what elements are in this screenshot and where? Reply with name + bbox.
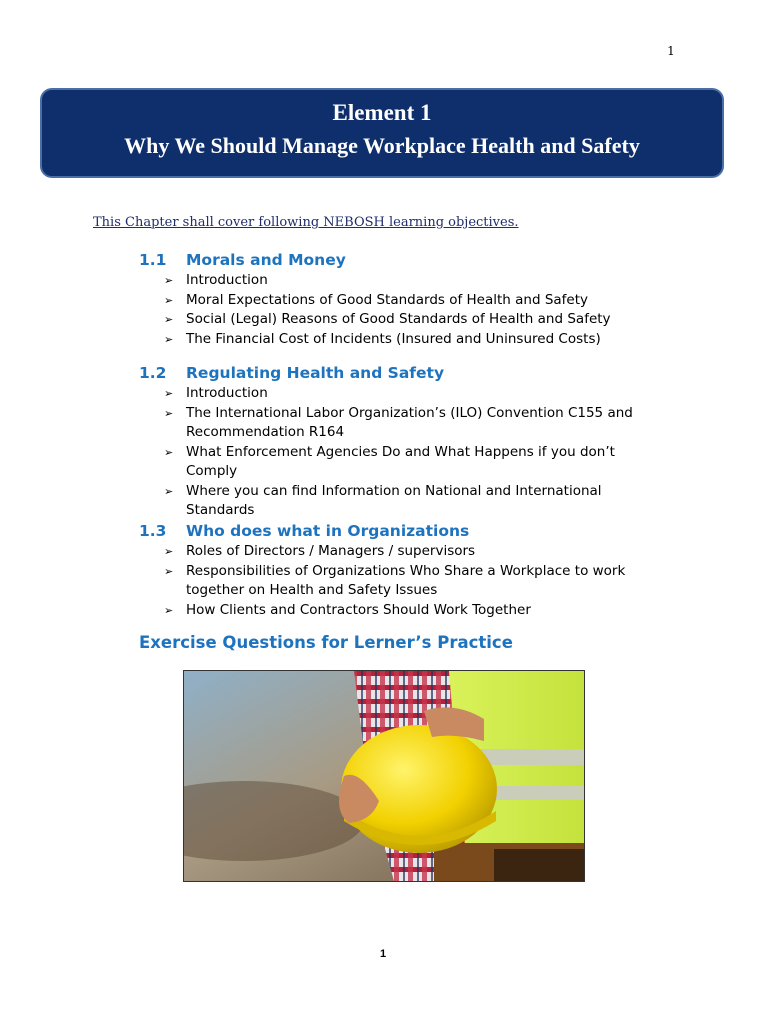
- section-heading: [139, 362, 666, 384]
- section-heading: [139, 520, 666, 542]
- section-items: [139, 271, 666, 349]
- list-item: [139, 310, 666, 330]
- page-number-bottom: 1: [379, 948, 387, 960]
- element-title: Element 1: [332, 100, 432, 125]
- intro-text: This Chapter shall cover following NEBOSH learning objectives.: [93, 215, 519, 230]
- title-banner: [40, 88, 724, 178]
- list-item: [139, 482, 666, 521]
- section-number: 1.1: [139, 251, 167, 269]
- list-item-text: Responsibilities of Organizations Who Share a Workplace to work together on Health and Safety Issues: [186, 562, 626, 598]
- list-item: [139, 291, 666, 311]
- arrow-bullet-icon: ➢: [164, 332, 174, 346]
- arrow-bullet-icon: ➢: [164, 406, 174, 420]
- arrow-bullet-icon: ➢: [164, 274, 174, 287]
- list-item: [139, 404, 666, 443]
- list-item-text: Moral Expectations of Good Standards of Health and Safety: [186, 291, 589, 308]
- list-item-text: The Financial Cost of Incidents (Insured and Uninsured Costs): [186, 330, 601, 347]
- section-items: [139, 542, 666, 620]
- section-number: 1.2: [139, 364, 167, 382]
- list-item: [139, 384, 666, 404]
- list-item: [139, 271, 666, 291]
- list-item-text: Introduction: [186, 385, 268, 401]
- arrow-bullet-icon: ➢: [164, 484, 174, 498]
- arrow-bullet-icon: ➢: [164, 603, 174, 617]
- chapter-title: Why We Should Manage Workplace Health and Safety: [124, 133, 640, 158]
- list-item: [139, 443, 666, 482]
- list-item-text: Introduction: [186, 272, 268, 288]
- section-1-3: [139, 520, 666, 620]
- list-item: [139, 330, 666, 350]
- list-item-text: The International Labor Organization’s (ILO) Convention C155 and Recommendation R164: [186, 404, 633, 440]
- arrow-bullet-icon: ➢: [164, 387, 174, 400]
- worker-hardhat-photo: [183, 670, 585, 882]
- arrow-bullet-icon: ➢: [164, 445, 174, 459]
- worker-hardhat-illustration: [184, 671, 584, 881]
- list-item-text: Roles of Directors / Managers / supervisors: [186, 543, 476, 559]
- arrow-bullet-icon: ➢: [164, 564, 174, 578]
- list-item: [139, 542, 666, 562]
- arrow-bullet-icon: ➢: [164, 545, 174, 558]
- arrow-bullet-icon: ➢: [164, 293, 174, 307]
- page-number-top: 1: [667, 44, 675, 58]
- section-title: Morals and Money: [186, 251, 346, 269]
- section-items: [139, 384, 666, 521]
- list-item: [139, 562, 666, 601]
- section-heading: [139, 249, 666, 271]
- list-item-text: Social (Legal) Reasons of Good Standards of Health and Safety: [186, 311, 611, 327]
- exercise-heading: Exercise Questions for Lerner’s Practice: [139, 633, 513, 652]
- list-item: [139, 601, 666, 621]
- arrow-bullet-icon: ➢: [164, 313, 174, 326]
- list-item-text: Where you can find Information on National and International Standards: [186, 482, 602, 518]
- section-number: 1.3: [139, 522, 167, 540]
- section-title: Who does what in Organizations: [186, 522, 470, 540]
- section-title: Regulating Health and Safety: [186, 364, 445, 382]
- section-1-2: [139, 362, 666, 521]
- section-1-1: [139, 249, 666, 349]
- list-item-text: What Enforcement Agencies Do and What Happens if you don’t Comply: [186, 443, 615, 479]
- list-item-text: How Clients and Contractors Should Work Together: [186, 601, 531, 618]
